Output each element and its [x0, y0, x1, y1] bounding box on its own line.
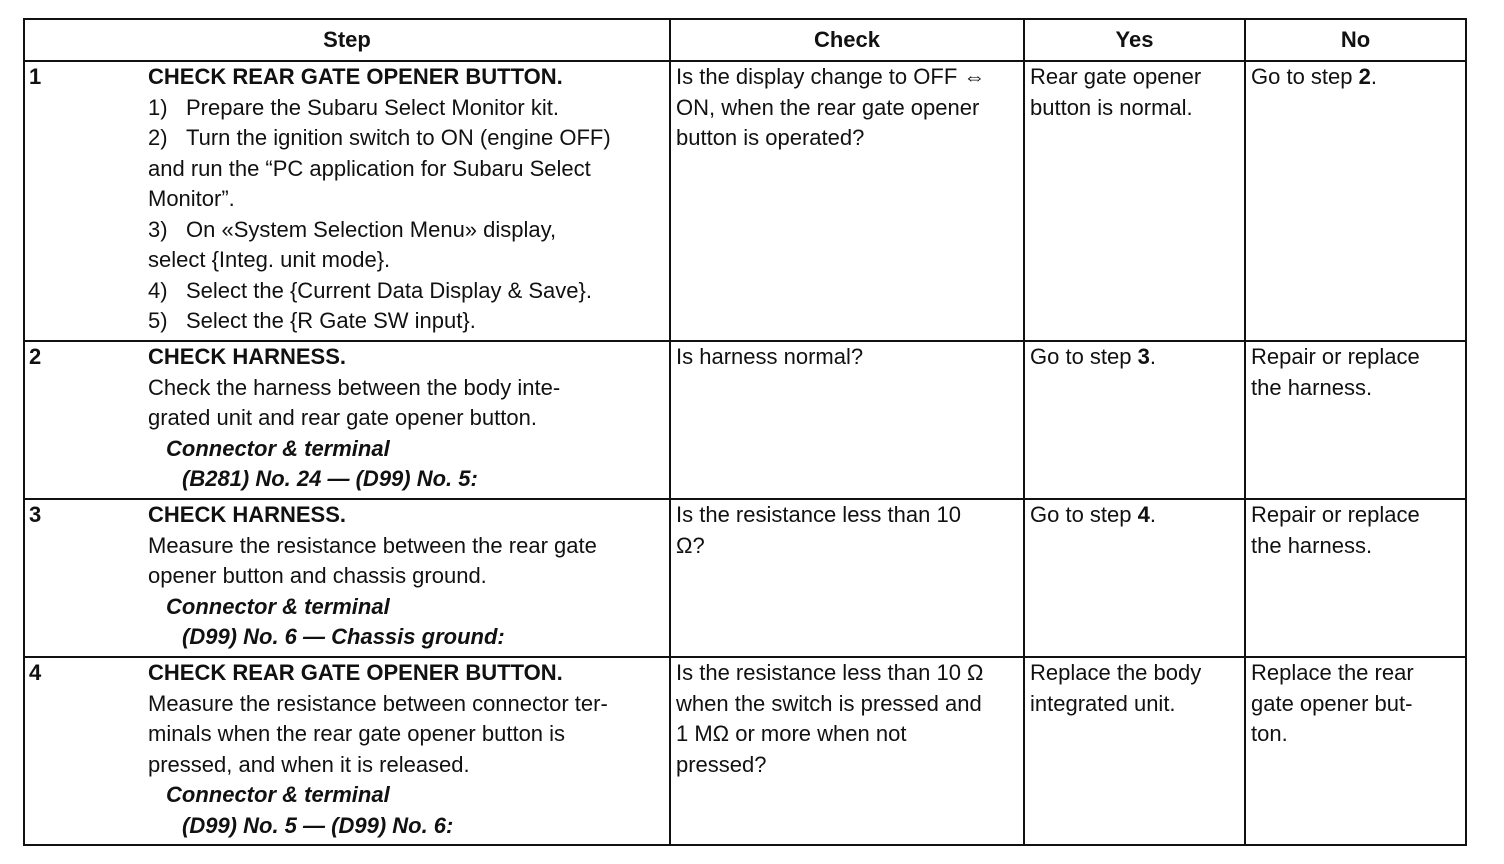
connector-label: Connector & terminal	[166, 435, 390, 461]
substep-4: 4) Select the {Current Data Display & Save}.	[148, 277, 592, 303]
substep-5: 5) Select the {R Gate SW input}.	[148, 308, 476, 333]
check-cell: Is the resistance less than 10 Ω?	[670, 499, 1024, 657]
no-cell: Repair or replace the harness.	[1245, 499, 1466, 657]
header-step: Step	[24, 19, 670, 61]
step-body: CHECK HARNESS. Measure the resistance between the rear gate opener button and chassis ground. Connector & terminal (D99) No. 6 — Chassis ground:	[148, 500, 669, 653]
table-row	[24, 657, 1466, 845]
header-yes: Yes	[1024, 19, 1245, 61]
step-cell	[24, 341, 670, 499]
check-cell: Is harness normal?	[670, 341, 1024, 499]
step-number: 1	[29, 64, 42, 89]
substep-1: 1) Prepare the Subaru Select Monitor kit.	[148, 94, 559, 120]
connector-label: Connector & terminal	[166, 593, 390, 619]
substep-2-cont: Monitor”.	[148, 186, 235, 211]
step-title: CHECK REAR GATE OPENER BUTTON.	[148, 660, 563, 685]
step-cell	[24, 499, 670, 657]
step-title: CHECK HARNESS.	[148, 502, 347, 527]
step-cell	[24, 657, 670, 845]
diagnostic-table	[23, 18, 1467, 846]
yes-cell: Replace the body integrated unit.	[1024, 657, 1245, 845]
step-title: CHECK REAR GATE OPENER BUTTON.	[148, 64, 563, 89]
connector-label: Connector & terminal	[166, 782, 390, 807]
step-title: CHECK HARNESS.	[148, 344, 347, 369]
yes-cell	[1024, 341, 1245, 499]
no-cell: Repair or replace the harness.	[1245, 341, 1466, 499]
connector-terminal: (B281) No. 24 — (D99) No. 5:	[182, 466, 478, 491]
yes-cell	[1024, 499, 1245, 657]
table-row	[24, 61, 1466, 341]
no-cell	[1245, 61, 1466, 341]
goto-step: Go to step 2.	[1251, 64, 1377, 89]
yes-cell: Rear gate opener button is normal.	[1024, 61, 1245, 341]
header-check: Check	[670, 19, 1024, 61]
step-body: CHECK HARNESS. Check the harness between the body inte- grated unit and rear gate opener button. Connector & terminal (B281) No. 24 — (D99) No. 5:	[148, 342, 669, 495]
step-body	[148, 62, 669, 337]
substep-3: 3) On «System Selection Menu» display,	[148, 216, 557, 242]
step-number: 4	[29, 660, 42, 685]
goto-step: Go to step 3.	[1030, 344, 1156, 369]
check-cell: Is the resistance less than 10 Ω when the switch is pressed and 1 MΩ or more when not pressed?	[670, 657, 1024, 845]
substep-2: 2) Turn the ignition switch to ON (engine OFF)	[148, 125, 611, 150]
no-cell: Replace the rear gate opener but- ton.	[1245, 657, 1466, 845]
table-row	[24, 341, 1466, 499]
step-number: 3	[29, 502, 42, 527]
check-cell: Is the display change to OFF ⇔ ON, when the rear gate opener button is operated?	[670, 61, 1024, 341]
step-number: 2	[29, 344, 42, 369]
substep-2-cont: and run the “PC application for Subaru Select	[148, 155, 591, 181]
substep-3-cont: select {Integ. unit mode}.	[148, 247, 391, 272]
goto-step: Go to step 4.	[1030, 502, 1156, 527]
table-row	[24, 499, 1466, 657]
connector-terminal: (D99) No. 5 — (D99) No. 6:	[182, 812, 454, 838]
step-cell	[24, 61, 670, 341]
connector-terminal: (D99) No. 6 — Chassis ground:	[182, 624, 505, 649]
header-no: No	[1245, 19, 1466, 61]
step-body: CHECK REAR GATE OPENER BUTTON. Measure the resistance between connector ter- minals when the rear gate opener button is pressed, and when it is released. Connector & terminal (D99) No. 5 — (D99) No. 6:	[148, 658, 669, 841]
header-row	[24, 19, 1466, 61]
